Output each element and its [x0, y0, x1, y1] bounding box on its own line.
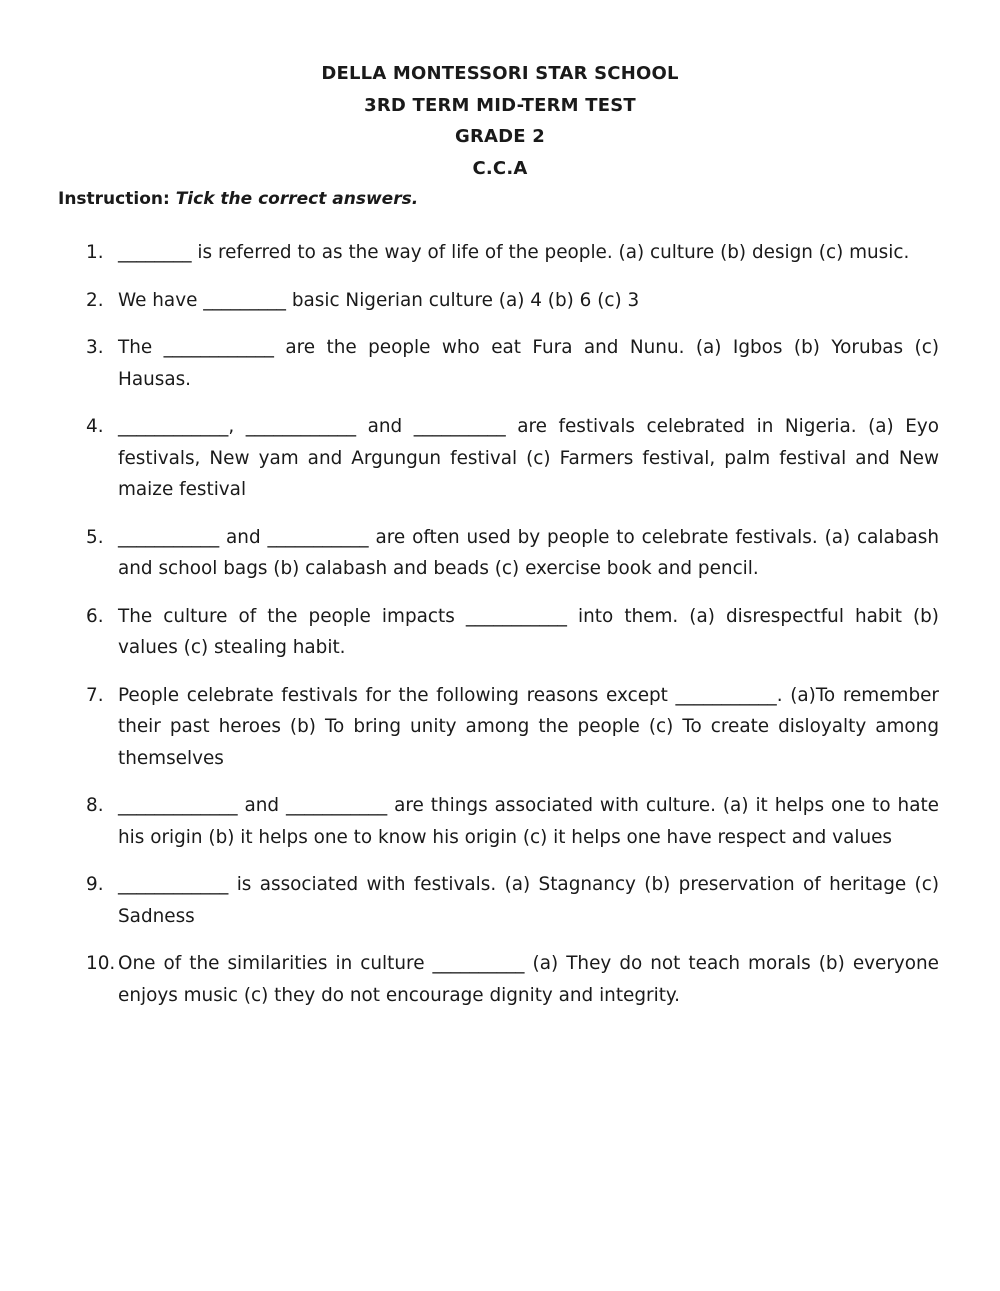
instruction-label: Instruction: — [58, 189, 170, 209]
question-item — [0, 411, 939, 506]
test-title: 3RD TERM MID-TERM TEST — [364, 94, 636, 116]
school-name: DELLA MONTESSORI STAR SCHOOL — [321, 63, 679, 84]
subject-label: C.C.A — [472, 157, 528, 179]
question-item — [0, 332, 939, 395]
question-text: The culture of the people impacts ___________ into them. (a) disrespectful habit (b) values (c) stealing habit. — [118, 605, 939, 658]
question-text: One of the similarities in culture __________ (a) They do not teach morals (b) everyone enjoys music (c) they do not encourage dignity and integrity. — [118, 953, 939, 1006]
question-item — [0, 680, 939, 775]
question-item — [0, 948, 939, 1011]
question-number: 8. — [86, 795, 104, 816]
question-item — [0, 285, 939, 317]
question-text: We have _________ basic Nigerian culture (a) 4 (b) 6 (c) 3 — [118, 289, 640, 311]
question-number: 1. — [86, 242, 104, 263]
instruction-text: Tick the correct answers. — [175, 189, 419, 209]
question-number: 3. — [86, 337, 104, 358]
question-text: ____________ is associated with festivals. (a) Stagnancy (b) preservation of heritage (c) Sadness — [118, 874, 939, 927]
instruction — [58, 186, 418, 212]
question-number: 4. — [86, 416, 104, 437]
question-number: 7. — [86, 684, 104, 706]
document-header — [0, 58, 1000, 184]
question-list — [0, 237, 1000, 1027]
question-text: The ____________ are the people who eat Fura and Nunu. (a) Igbos (b) Yorubas (c) Hausas. — [118, 337, 939, 390]
question-text: ________ is referred to as the way of life of the people. (a) culture (b) design (c) music. — [118, 242, 910, 263]
question-number: 2. — [86, 289, 104, 311]
question-number: 9. — [86, 874, 104, 895]
question-item — [0, 237, 939, 269]
question-number: 5. — [86, 526, 104, 548]
question-item — [0, 601, 939, 664]
question-text: People celebrate festivals for the following reasons except ___________. (a)To remember their past heroes (b) To bring unity among the people (c) To create disloyalty among themselves — [118, 684, 939, 769]
question-item — [0, 790, 939, 853]
question-item — [0, 522, 939, 585]
question-text: ____________, ____________ and __________ are festivals celebrated in Nigeria. (a) Eyo festivals, New yam and Argungun festival (c) Farmers festival, palm festival and New maize festival — [118, 416, 939, 500]
question-item — [0, 869, 939, 932]
grade-label: GRADE 2 — [455, 126, 545, 147]
question-text: ___________ and ___________ are often used by people to celebrate festivals. (a) calabash and school bags (b) calabash and beads (c) exercise book and pencil. — [118, 526, 939, 579]
question-number: 10. — [86, 953, 116, 974]
question-number: 6. — [86, 605, 104, 627]
question-text: _____________ and ___________ are things associated with culture. (a) it helps one to hate his origin (b) it helps one to know his origin (c) it helps one have respect and values — [118, 795, 939, 848]
